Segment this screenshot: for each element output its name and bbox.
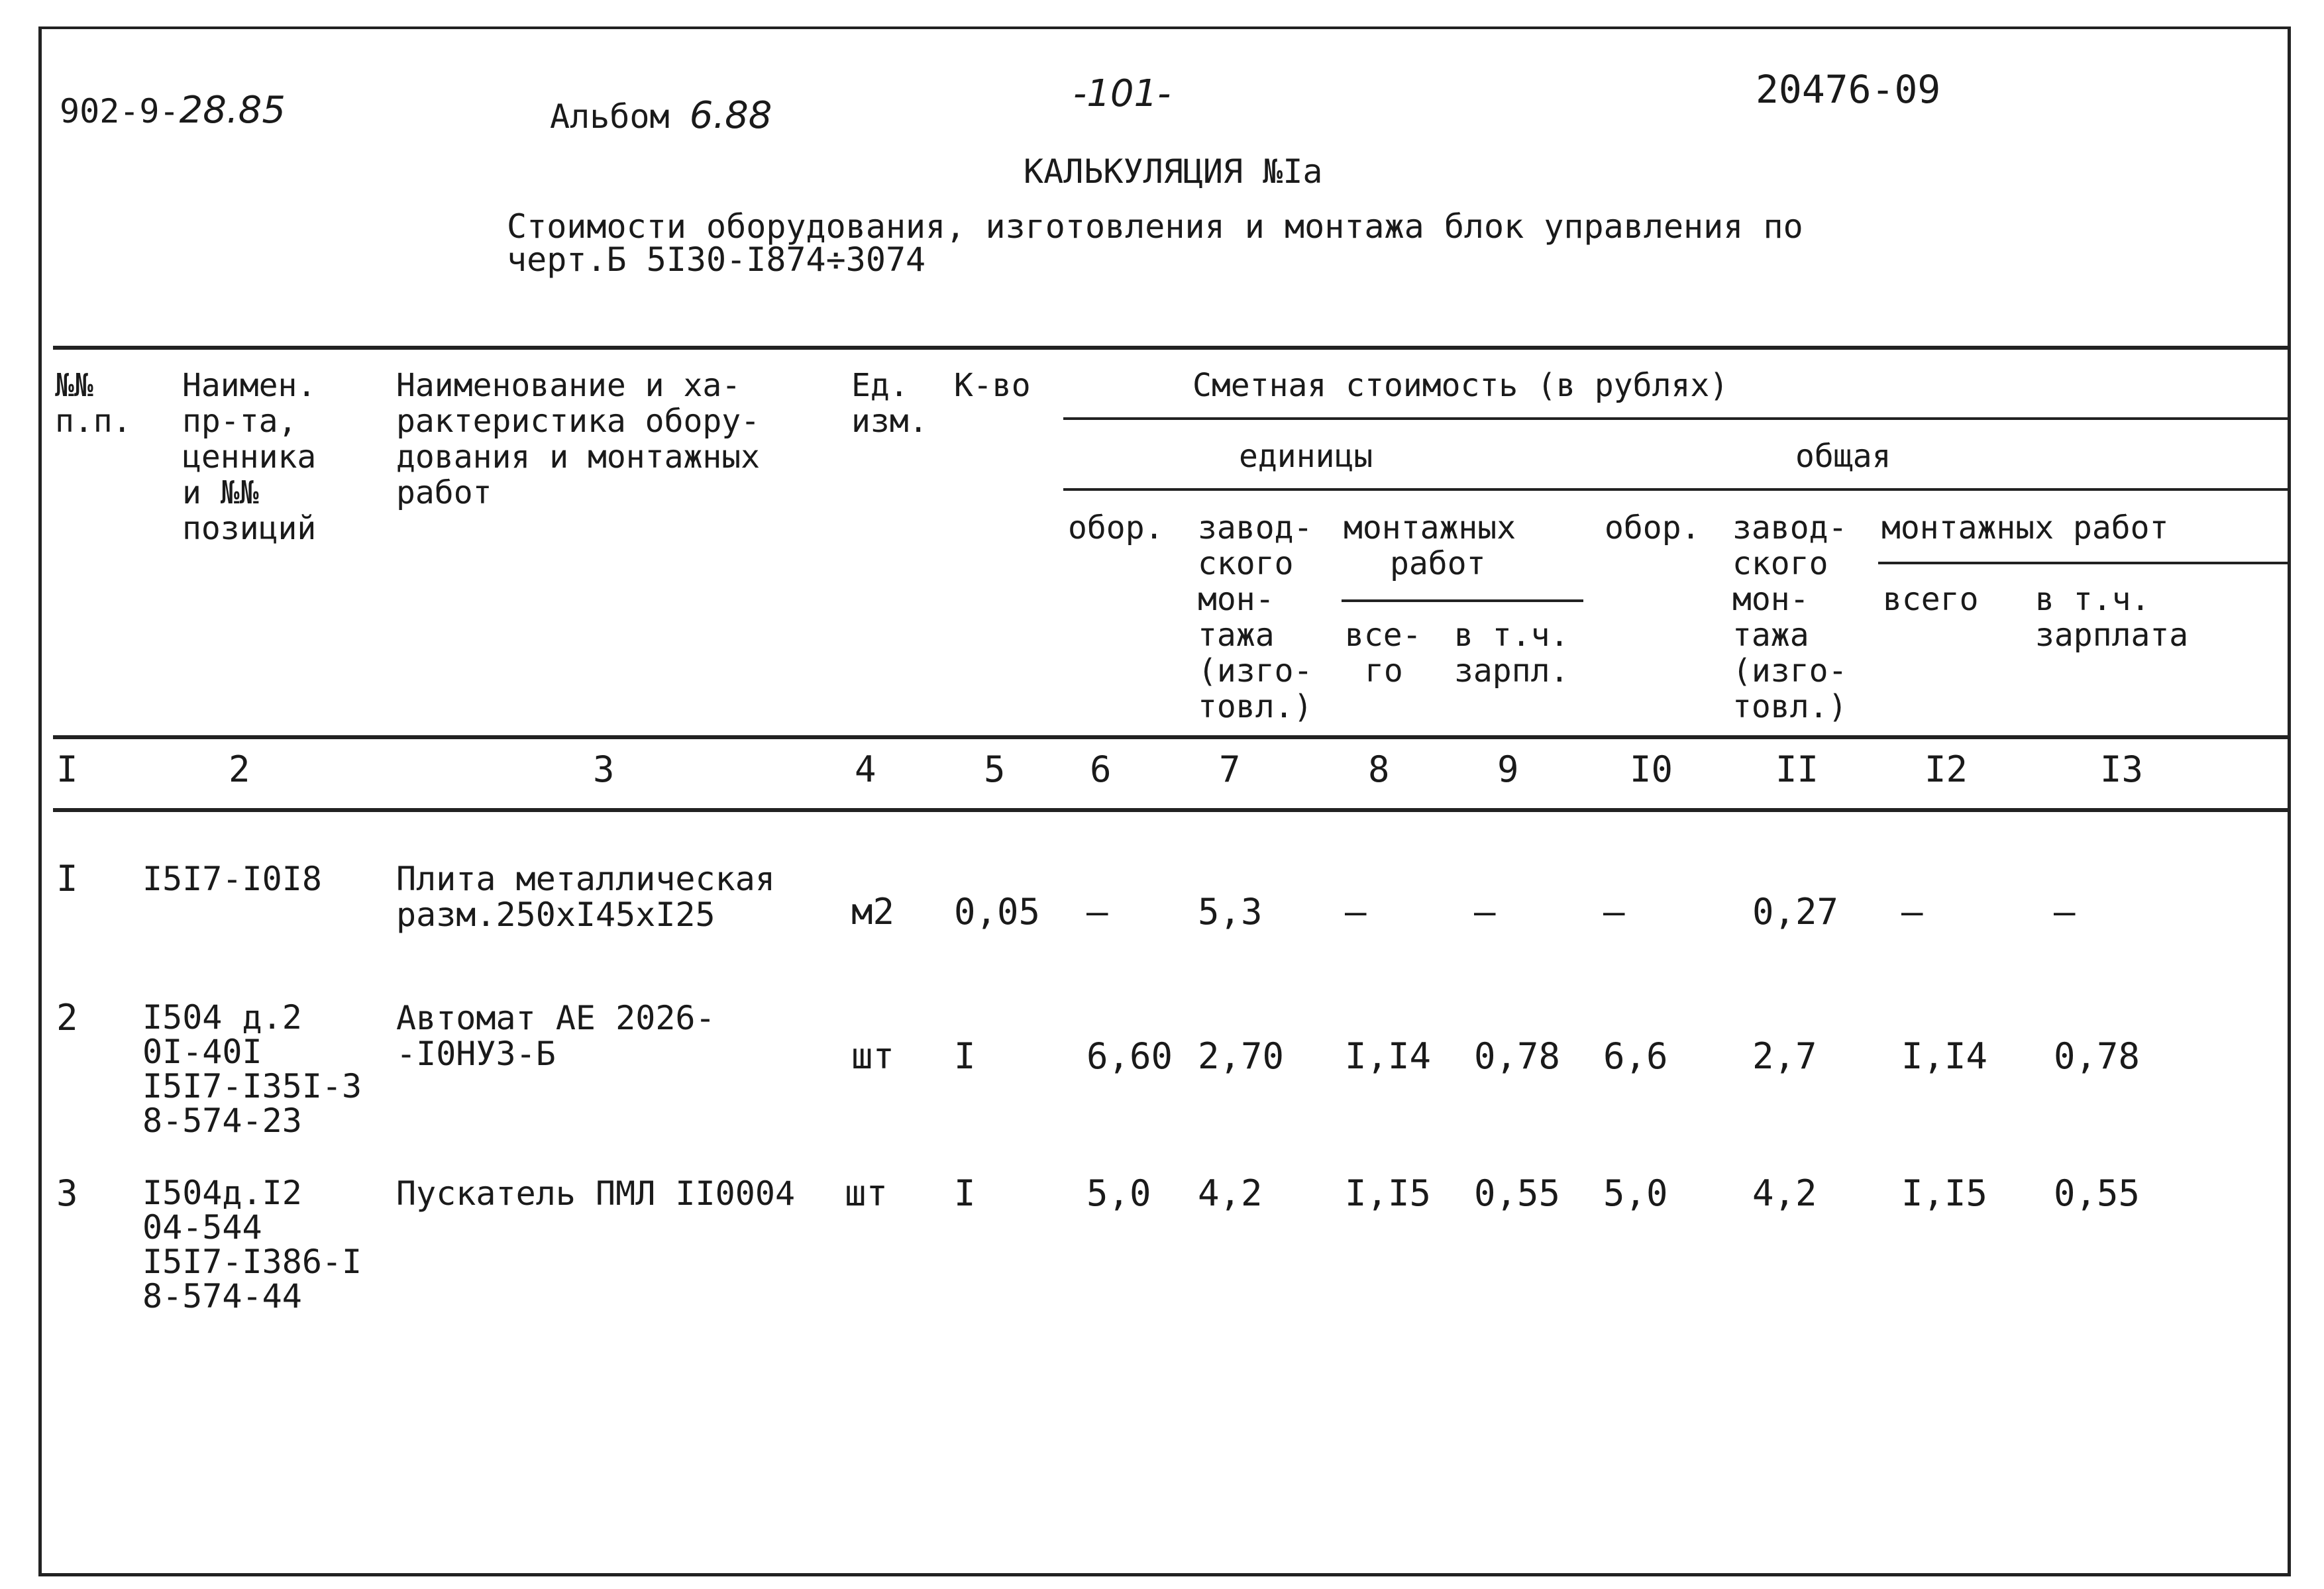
row-number: 3	[56, 1172, 78, 1214]
row-name: Автомат АЕ 2026- -I0НУЗ-Б	[396, 999, 715, 1073]
col4-header: Ед. изм.	[851, 367, 928, 440]
row-unit: шт	[845, 1172, 888, 1214]
row-c12: I,I4	[1901, 1035, 1988, 1077]
row-c10: 5,0	[1603, 1172, 1668, 1214]
colnum-9: 9	[1497, 748, 1519, 790]
colnum-6: 6	[1090, 748, 1112, 790]
calc-title: КАЛЬКУЛЯЦИЯ №Iа	[1024, 152, 1323, 191]
col12-header: всего	[1883, 581, 1979, 618]
row-c6: 5,0	[1086, 1172, 1151, 1214]
colnum-2: 2	[229, 748, 250, 790]
row-c11: 4,2	[1752, 1172, 1817, 1214]
colnum-11: II	[1775, 748, 1819, 790]
col8-header: все- го	[1345, 617, 1422, 690]
colnum-7: 7	[1219, 748, 1241, 790]
col7-header: завод- ского мон- тажа (изго- товл.)	[1198, 509, 1313, 725]
mount-unit-header: монтажных работ	[1344, 509, 1516, 582]
page-frame	[38, 26, 2291, 1576]
colnum-1: I	[56, 748, 78, 790]
row-c13: –	[2054, 891, 2076, 933]
row-c11: 2,7	[1752, 1035, 1817, 1077]
mount-total-header: монтажных работ	[1881, 509, 2169, 546]
row-code: I504д.I2 04-544 I5I7-I386-I 8-574-44	[142, 1174, 362, 1315]
colnum-5: 5	[984, 748, 1006, 790]
row-c9: 0,78	[1474, 1035, 1561, 1077]
row-c6: 6,60	[1086, 1035, 1173, 1077]
row-c11: 0,27	[1752, 891, 1839, 933]
row-qty: I	[954, 1035, 976, 1077]
row-code: I5I7-I0I8	[142, 860, 322, 898]
row-c12: I,I5	[1901, 1172, 1988, 1214]
row-c8: –	[1345, 891, 1367, 933]
col10-header: обор.	[1605, 509, 1701, 546]
row-code: I504 д.2 0I-40I I5I7-I35I-3 8-574-23	[142, 998, 362, 1140]
row-qty: I	[954, 1172, 976, 1214]
row-c8: I,I4	[1345, 1035, 1432, 1077]
col6-header: обор.	[1068, 509, 1164, 546]
project-code: 902-9-28.85	[60, 89, 286, 132]
row-c12: –	[1901, 891, 1923, 933]
header-bottom-rule	[53, 735, 2289, 739]
col13-header: в т.ч. зарплата	[2035, 581, 2189, 654]
cost-group-header: Сметная стоимость (в рублях)	[1192, 367, 1729, 404]
row-c6: –	[1086, 891, 1108, 933]
row-qty: 0,05	[954, 891, 1041, 933]
table-top-rule	[53, 346, 2289, 350]
row-c13: 0,55	[2054, 1172, 2140, 1214]
subtitle-line2: черт.Б 5I30-I874÷3074	[507, 240, 926, 279]
colnum-13: I3	[2100, 748, 2144, 790]
col5-header: К-во	[954, 367, 1031, 404]
row-unit: шт	[851, 1035, 895, 1077]
row-c9: –	[1474, 891, 1496, 933]
mount-total-rule	[1878, 562, 2289, 564]
page-number: -101-	[1073, 72, 1171, 115]
album-label: Альбом 6.88	[550, 94, 772, 137]
colnum-4: 4	[855, 748, 876, 790]
row-c7: 5,3	[1198, 891, 1263, 933]
row-c8: I,I5	[1345, 1172, 1432, 1214]
colnum-3: 3	[593, 748, 615, 790]
col11-header: завод- ского мон- тажа (изго- товл.)	[1732, 509, 1848, 725]
doc-number: 20476-09	[1756, 67, 1941, 112]
colnum-8: 8	[1368, 748, 1390, 790]
row-c7: 2,70	[1198, 1035, 1285, 1077]
row-name: Пускатель ПМЛ II0004	[396, 1174, 796, 1213]
row-c10: –	[1603, 891, 1625, 933]
col1-header: №№ п.п.	[55, 367, 132, 440]
row-number: 2	[56, 997, 78, 1039]
col3-header: Наименование и ха- рактеристика обору- дования и монтажных работ	[396, 367, 761, 511]
col9-header: в т.ч. зарпл.	[1454, 617, 1569, 690]
colnum-bottom-rule	[53, 808, 2289, 812]
row-number: I	[56, 858, 78, 899]
total-group-header: общая	[1795, 438, 1891, 475]
subtitle-line1: Стоимости оборудования, изготовления и монтажа блок управления по	[507, 207, 1803, 246]
row-c10: 6,6	[1603, 1035, 1668, 1077]
mount-unit-rule	[1342, 599, 1583, 602]
row-c7: 4,2	[1198, 1172, 1263, 1214]
col2-header: Наимен. пр-та, ценника и №№ позиций	[182, 367, 317, 547]
unit-total-rule	[1063, 488, 2289, 491]
colnum-10: I0	[1630, 748, 1673, 790]
unit-group-header: единицы	[1239, 438, 1373, 475]
cost-group-rule	[1063, 417, 2289, 420]
colnum-12: I2	[1925, 748, 1968, 790]
row-name: Плита металлическая разм.250хI45хI25	[396, 860, 775, 934]
row-c9: 0,55	[1474, 1172, 1561, 1214]
row-unit: м2	[851, 891, 895, 933]
row-c13: 0,78	[2054, 1035, 2140, 1077]
